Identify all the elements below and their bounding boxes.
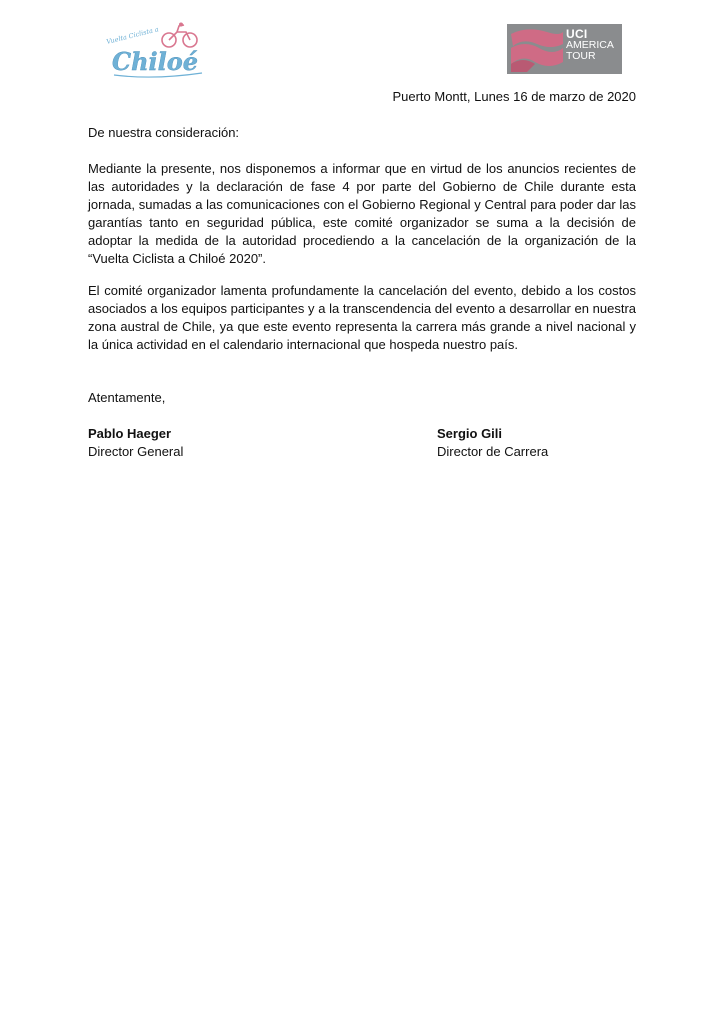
uci-line1: UCI [566, 27, 588, 41]
paragraph-2: El comité organizador lamenta profundamente la cancelación del evento, debido a los costos asociados a los equipos participantes y a la transcendencia del evento a desarrollar en nuestra zona austral de Chile, ya que este evento representa la carrera más grande a nivel nacional y la única actividad en el calendario internacional que hospeda nuestro país. [88, 283, 636, 352]
paragraph-1: Mediante la presente, nos disponemos a informar que en virtud de los anuncios recientes de las autoridades y la declaración de fase 4 por parte del Gobierno de Chile durante esta jornada, sumadas a las comunicaciones con el Gobierno Regional y Central para poder dar las garantías tanto en seguridad pública, este comité organizador se suma a la decisión de adoptar la medida de la autoridad procediendo a la cancelación de la organización de la “Vuelta Ciclista a Chiloé 2020”. [88, 161, 636, 266]
uci-ribbon-icon [507, 24, 567, 74]
logo-main-text: Chiloé [112, 47, 199, 76]
signatory-name: Pablo Haeger [88, 426, 172, 441]
uci-america-tour-logo [507, 24, 622, 74]
salutation: De nuestra consideración: [88, 125, 240, 140]
letter-date: Puerto Montt, Lunes 16 de marzo de 2020 [392, 89, 636, 104]
signatory-title: Director de Carrera [437, 444, 549, 459]
logo-script-text: Vuelta Ciclista a [105, 25, 160, 46]
chiloe-logo [104, 22, 208, 80]
uci-line3: TOUR [566, 50, 596, 62]
signature-block-left [88, 425, 183, 461]
closing: Atentamente, [88, 390, 166, 405]
uci-line2: AMERICA [566, 39, 614, 51]
signatory-title: Director General [88, 444, 184, 459]
signatory-name: Sergio Gili [437, 426, 503, 441]
signature-block-right [437, 425, 548, 461]
cyclist-icon [162, 23, 197, 48]
